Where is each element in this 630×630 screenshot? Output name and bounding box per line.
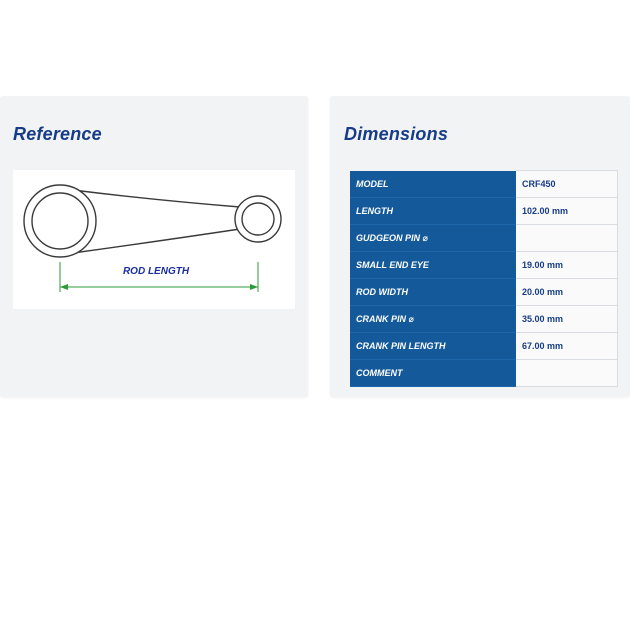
row-label-rod-width: ROD WIDTH (350, 279, 516, 306)
big-end-bore (32, 193, 88, 249)
table-row (350, 333, 618, 360)
row-value-model: CRF450 (516, 171, 618, 198)
row-label-crank-pin-length: CRANK PIN LENGTH (350, 333, 516, 360)
table-row (350, 252, 618, 279)
row-label-model: MODEL (350, 171, 516, 198)
row-value-comment (516, 360, 618, 387)
table-row (350, 171, 618, 198)
small-end-bore (242, 203, 274, 235)
dimensions-table (350, 170, 618, 387)
table-row (350, 360, 618, 387)
row-value-small-end-eye: 19.00 mm (516, 252, 618, 279)
row-label-small-end-eye: SMALL END EYE (350, 252, 516, 279)
rod-body-outline (73, 190, 240, 253)
reference-card (0, 96, 308, 397)
row-value-length: 102.00 mm (516, 198, 618, 225)
dimension-arrow-right (250, 284, 258, 290)
table-row (350, 225, 618, 252)
table-row (350, 198, 618, 225)
reference-title: Reference (13, 124, 102, 144)
table-row (350, 279, 618, 306)
rod-length-label: ROD LENGTH (122, 266, 190, 277)
table-row (350, 306, 618, 333)
dimensions-card (330, 96, 630, 397)
row-label-gudgeon-pin: GUDGEON PIN ⌀ (350, 225, 516, 252)
dimensions-title: Dimensions (344, 124, 449, 144)
row-label-crank-pin: CRANK PIN ⌀ (350, 306, 516, 333)
row-label-length: LENGTH (350, 198, 516, 225)
row-value-rod-width: 20.00 mm (516, 279, 618, 306)
connecting-rod-diagram (13, 170, 295, 309)
row-value-crank-pin-length: 67.00 mm (516, 333, 618, 360)
row-value-crank-pin: 35.00 mm (516, 306, 618, 333)
row-label-comment: COMMENT (350, 360, 516, 387)
connecting-rod-svg (13, 170, 295, 309)
dimension-arrow-left (60, 284, 68, 290)
row-value-gudgeon-pin (516, 225, 618, 252)
